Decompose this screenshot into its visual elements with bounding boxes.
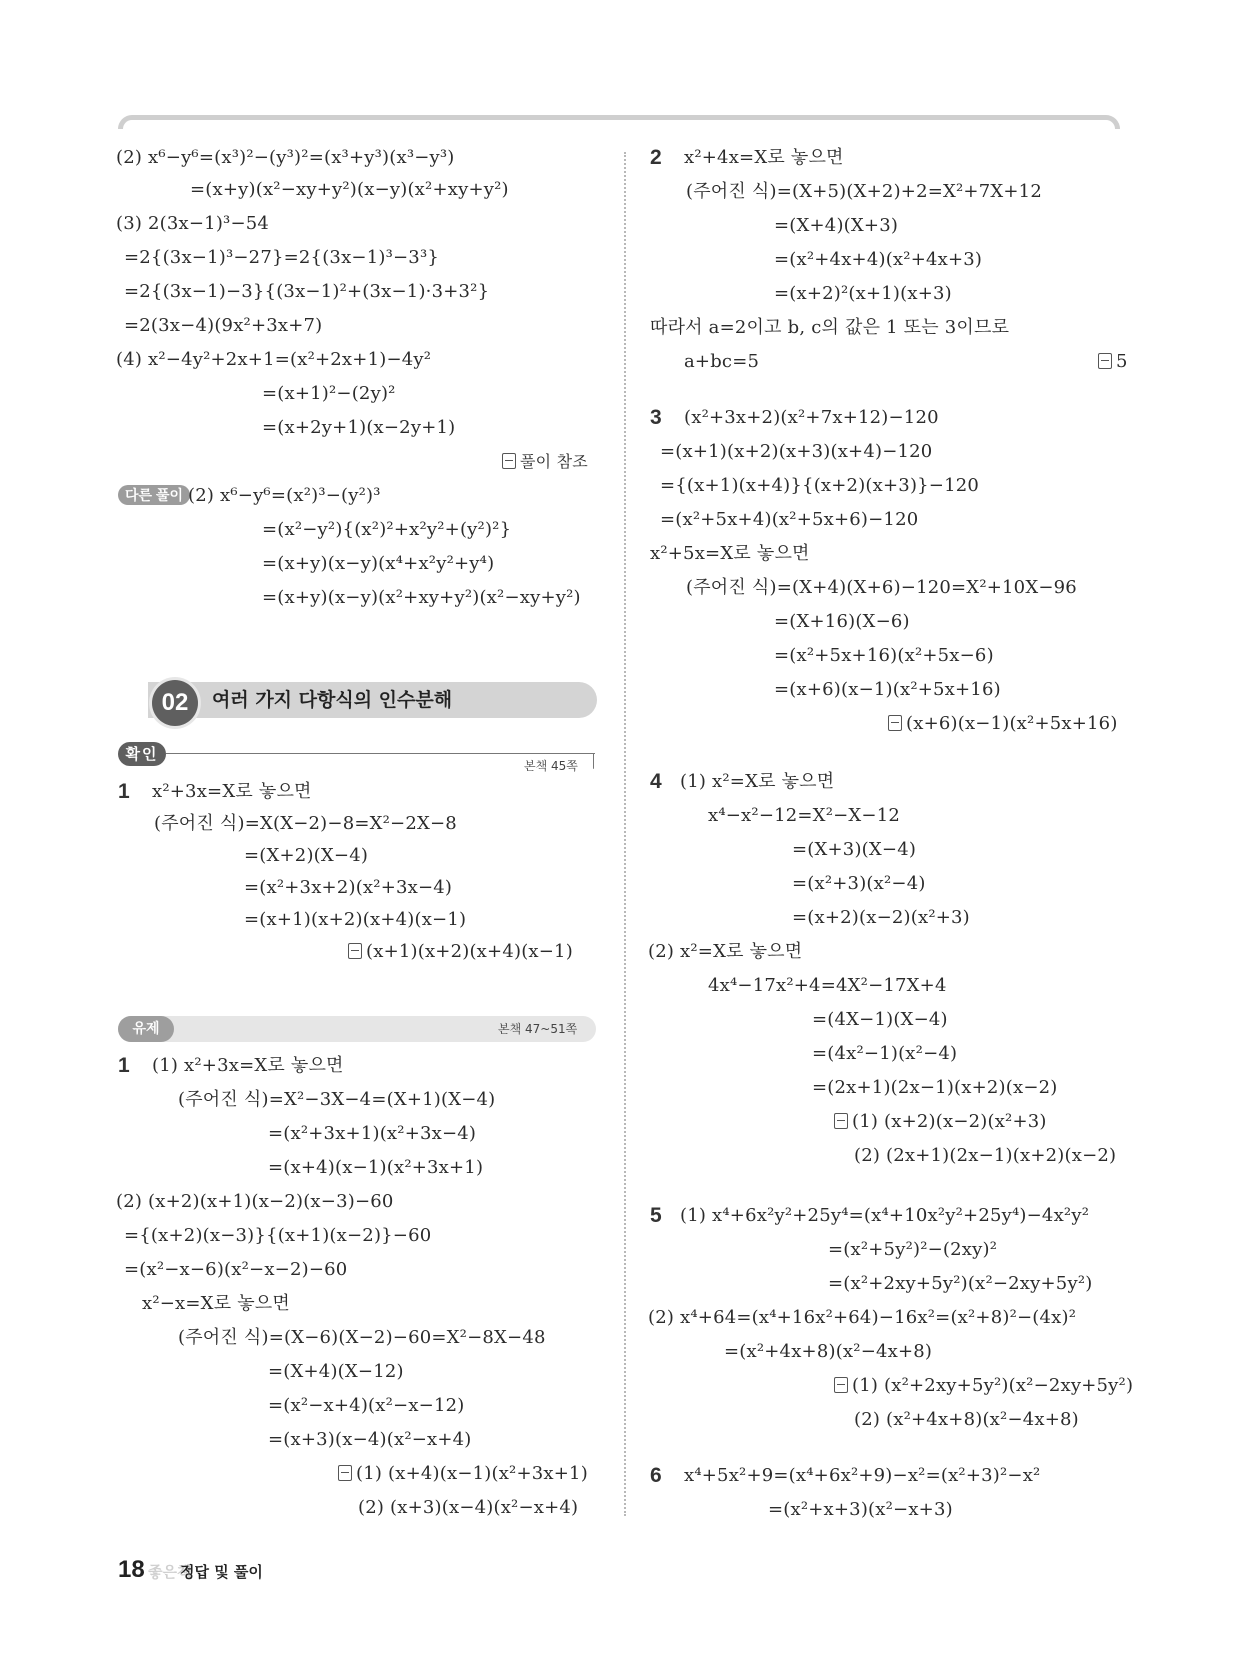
- alt-line3: =(x+y)(x−y)(x⁴+x²y²+y⁴): [262, 553, 495, 574]
- q2-line5: =(x+2)²(x+1)(x+3): [774, 283, 952, 304]
- yuje-badge: 유제: [118, 1016, 174, 1042]
- q4-line1: (1) x²=X로 놓으면: [680, 771, 835, 792]
- answer-icon: [338, 1465, 352, 1481]
- yuje-answer1: [338, 1462, 588, 1486]
- yuje-line6: ={(x+2)(x−3)}{(x+1)(x−2)}−60: [124, 1225, 432, 1246]
- check-answer-text: (x+1)(x+2)(x+4)(x−1): [366, 941, 573, 962]
- q3-line1: (x²+3x+2)(x²+7x+12)−120: [684, 407, 939, 428]
- q3-line6: (주어진 식)=(X+4)(X+6)−120=X²+10X−96: [686, 577, 1077, 598]
- q4-line4: =(x²+3)(x²−4): [792, 873, 926, 894]
- check-page-ref: 본책 45쪽: [524, 759, 578, 773]
- q3-number: 3: [650, 406, 662, 429]
- prev-4-line1: (4) x²−4y²+2x+1=(x²+2x+1)−4y²: [116, 349, 432, 370]
- yuje-problem-number: 1: [118, 1054, 130, 1077]
- yuje-line10: =(X+4)(X−12): [268, 1361, 404, 1382]
- q2-line3: =(X+4)(X+3): [774, 215, 899, 236]
- q5-number: 5: [650, 1204, 662, 1227]
- yuje-answer1-text: (1) (x+4)(x−1)(x²+3x+1): [356, 1463, 588, 1484]
- q6-line2: =(x²+x+3)(x²−x+3): [768, 1499, 953, 1520]
- yuje-page-ref: 본책 47~51쪽: [498, 1022, 578, 1036]
- footer-title: 정답 및 풀이: [180, 1563, 263, 1581]
- q3-line9: =(x+6)(x−1)(x²+5x+16): [774, 679, 1001, 700]
- check-line5: =(x+1)(x+2)(x+4)(x−1): [244, 909, 467, 930]
- prev-answer: [502, 450, 588, 474]
- alt-line1: (2) x⁶−y⁶=(x²)³−(y²)³: [188, 485, 381, 506]
- q2-line2: (주어진 식)=(X+5)(X+2)+2=X²+7X+12: [686, 181, 1042, 202]
- prev-3-line2: =2{(3x−1)³−27}=2{(3x−1)³−3³}: [124, 247, 440, 268]
- prev-3-line1: (3) 2(3x−1)³−54: [116, 213, 270, 234]
- q3-line3: ={(x+1)(x+4)}{(x+2)(x+3)}−120: [660, 475, 980, 496]
- q4-line5: =(x+2)(x−2)(x²+3): [792, 907, 970, 928]
- top-frame-line: [118, 115, 1120, 129]
- answer-icon: [834, 1113, 848, 1129]
- q5-line1: (1) x⁴+6x²y²+25y⁴=(x⁴+10x²y²+25y⁴)−4x²y²: [680, 1205, 1090, 1226]
- yuje-line8: x²−x=X로 놓으면: [142, 1293, 290, 1314]
- q4-line9: =(4x²−1)(x²−4): [812, 1043, 958, 1064]
- yuje-line7: =(x²−x−6)(x²−x−2)−60: [124, 1259, 348, 1280]
- q5-answer2: (2) (x²+4x+8)(x²−4x+8): [854, 1409, 1079, 1430]
- q4-line2: x⁴−x²−12=X²−X−12: [708, 805, 900, 826]
- q3-line2: =(x+1)(x+2)(x+3)(x+4)−120: [660, 441, 933, 462]
- q2-answer: [1098, 350, 1128, 374]
- check-rule: [166, 753, 595, 754]
- q5-line2: =(x²+5y²)²−(2xy)²: [828, 1239, 998, 1260]
- check-line4: =(x²+3x+2)(x²+3x−4): [244, 877, 453, 898]
- q2-line6: 따라서 a=2이고 b, c의 값은 1 또는 3이므로: [650, 317, 1010, 338]
- yuje-line4: =(x+4)(x−1)(x²+3x+1): [268, 1157, 484, 1178]
- q5-answer1-text: (1) (x²+2xy+5y²)(x²−2xy+5y²): [852, 1375, 1134, 1396]
- q3-line7: =(X+16)(X−6): [774, 611, 910, 632]
- section-number: 02: [152, 680, 198, 726]
- q6-line1: x⁴+5x²+9=(x⁴+6x²+9)−x²=(x²+3)²−x²: [684, 1465, 1041, 1486]
- prev-4-line3: =(x+2y+1)(x−2y+1): [262, 417, 456, 438]
- q4-answer1-text: (1) (x+2)(x−2)(x²+3): [852, 1111, 1047, 1132]
- q4-answer2: (2) (2x+1)(2x−1)(x+2)(x−2): [854, 1145, 1117, 1166]
- q2-line4: =(x²+4x+4)(x²+4x+3): [774, 249, 983, 270]
- alt-line2: =(x²−y²){(x²)²+x²y²+(y²)²}: [262, 519, 512, 540]
- footer-brand: 좋은책: [148, 1563, 192, 1581]
- q4-line7: 4x⁴−17x²+4=4X²−17X+4: [708, 975, 947, 996]
- yuje-line12: =(x+3)(x−4)(x²−x+4): [268, 1429, 472, 1450]
- prev-answer-text: 풀이 참조: [520, 452, 588, 471]
- yuje-line3: =(x²+3x+1)(x²+3x−4): [268, 1123, 477, 1144]
- q5-line3: =(x²+2xy+5y²)(x²−2xy+5y²): [828, 1273, 1093, 1294]
- yuje-line1: (1) x²+3x=X로 놓으면: [152, 1055, 344, 1076]
- prev-2-line2: =(x+y)(x²−xy+y²)(x−y)(x²+xy+y²): [190, 179, 509, 200]
- q5-line4: (2) x⁴+64=(x⁴+16x²+64)−16x²=(x²+8)²−(4x)²: [648, 1307, 1077, 1328]
- q5-line5: =(x²+4x+8)(x²−4x+8): [724, 1341, 933, 1362]
- alt-solution-tag: 다른 풀이: [118, 485, 190, 505]
- answer-icon: [348, 943, 362, 959]
- q4-number: 4: [650, 770, 662, 793]
- answer-icon: [834, 1377, 848, 1393]
- q3-line8: =(x²+5x+16)(x²+5x−6): [774, 645, 994, 666]
- prev-2-line1: (2) x⁶−y⁶=(x³)²−(y³)²=(x³+y³)(x³−y³): [116, 147, 455, 168]
- q4-line3: =(X+3)(X−4): [792, 839, 917, 860]
- prev-3-line3: =2{(3x−1)−3}{(3x−1)²+(3x−1)·3+3²}: [124, 281, 490, 302]
- page-number: 18: [118, 1556, 145, 1583]
- q3-line5: x²+5x=X로 놓으면: [650, 543, 810, 564]
- check-line2: (주어진 식)=X(X−2)−8=X²−2X−8: [154, 813, 457, 834]
- q3-answer: [888, 712, 1118, 736]
- yuje-line11: =(x²−x+4)(x²−x−12): [268, 1395, 465, 1416]
- section-title: 여러 가지 다항식의 인수분해: [212, 689, 453, 711]
- alt-line4: =(x+y)(x−y)(x²+xy+y²)(x²−xy+y²): [262, 587, 581, 608]
- answer-icon: [1098, 353, 1112, 369]
- yuje-line2: (주어진 식)=X²−3X−4=(X+1)(X−4): [178, 1089, 496, 1110]
- answer-icon: [502, 453, 516, 469]
- q3-line4: =(x²+5x+4)(x²+5x+6)−120: [660, 509, 919, 530]
- check-line3: =(X+2)(X−4): [244, 845, 369, 866]
- check-rule-end: [593, 753, 594, 769]
- q4-line8: =(4X−1)(X−4): [812, 1009, 948, 1030]
- prev-3-line4: =2(3x−4)(9x²+3x+7): [124, 315, 323, 336]
- prev-4-line2: =(x+1)²−(2y)²: [262, 383, 396, 404]
- check-badge: 확인: [118, 742, 166, 766]
- q4-line10: =(2x+1)(2x−1)(x+2)(x−2): [812, 1077, 1058, 1098]
- q2-line7: a+bc=5: [684, 351, 760, 372]
- q4-answer1: [834, 1110, 1047, 1134]
- q2-number: 2: [650, 146, 662, 169]
- yuje-answer2: (2) (x+3)(x−4)(x²−x+4): [358, 1497, 579, 1518]
- q3-answer-text: (x+6)(x−1)(x²+5x+16): [906, 713, 1118, 734]
- column-divider: [624, 152, 626, 1516]
- q4-line6: (2) x²=X로 놓으면: [648, 941, 803, 962]
- check-answer: [348, 940, 573, 964]
- q6-number: 6: [650, 1464, 662, 1487]
- q2-answer-text: 5: [1116, 351, 1128, 372]
- q2-line1: x²+4x=X로 놓으면: [684, 147, 844, 168]
- yuje-line5: (2) (x+2)(x+1)(x−2)(x−3)−60: [116, 1191, 394, 1212]
- q5-answer1: [834, 1374, 1133, 1398]
- check-line1: x²+3x=X로 놓으면: [152, 781, 312, 802]
- answer-icon: [888, 715, 902, 731]
- check-problem-number: 1: [118, 780, 130, 803]
- yuje-line9: (주어진 식)=(X−6)(X−2)−60=X²−8X−48: [178, 1327, 546, 1348]
